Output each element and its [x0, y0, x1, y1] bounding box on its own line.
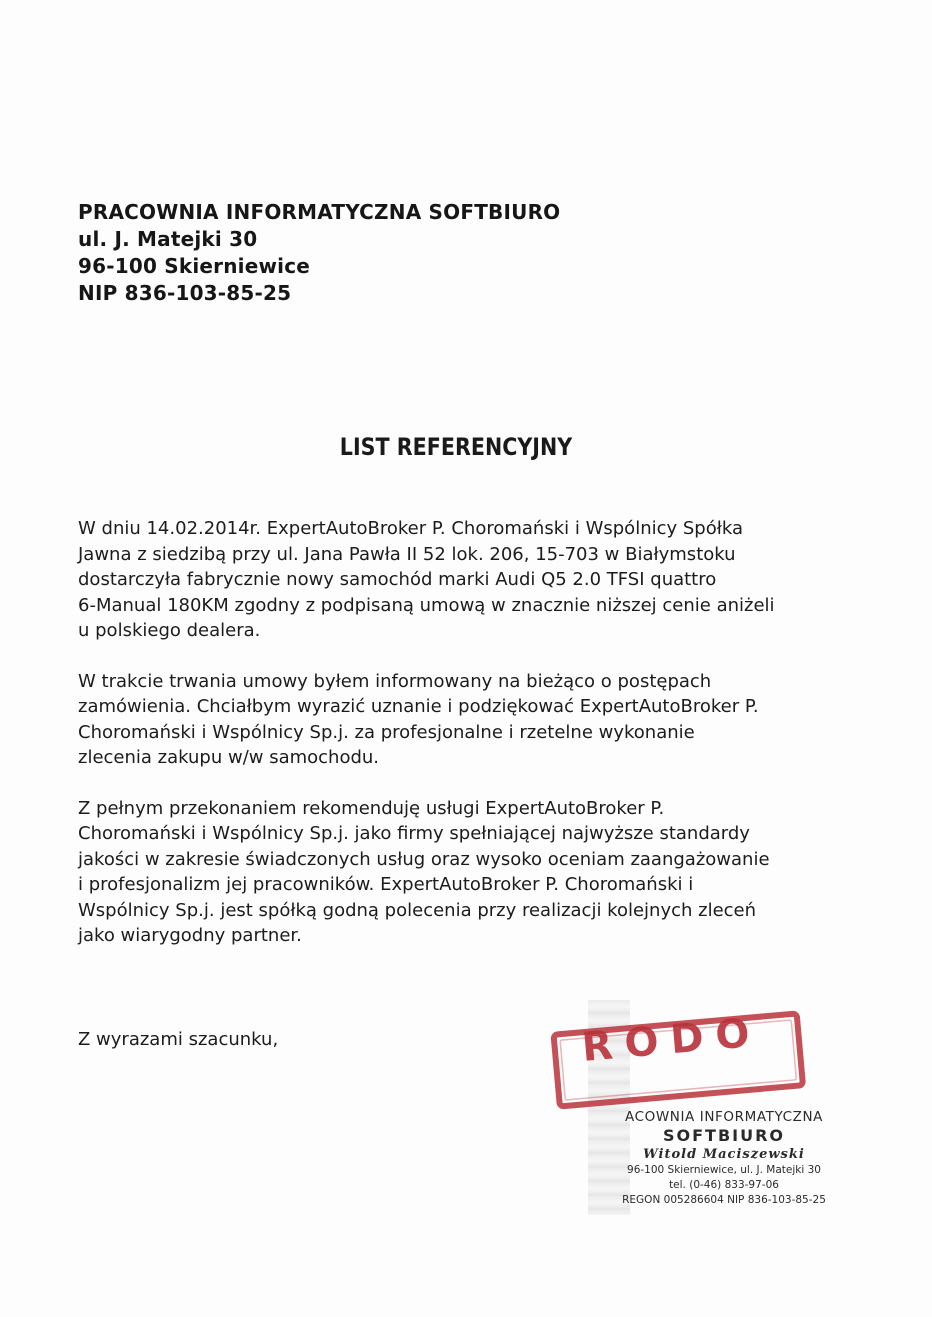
sender-nip: NIP 836-103-85-25: [78, 281, 292, 305]
company-stamp-address: 96-100 Skierniewice, ul. J. Matejki 30: [627, 1164, 821, 1176]
paragraph-1: W dniu 14.02.2014r. ExpertAutoBroker P. Choromański i Wspólnicy Spółka Jawna z siedzibą przy ul. Jana Pawła II 52 lok. 206, 15-703 w Białymstoku dostarczyła fabrycznie nowy samochód marki Audi Q5 2.0 TFSI quattro 6-Manual 180KM zgodny z podpisaną umową w znacznie niższej cenie aniżeli u polskiego dealera.: [78, 518, 775, 641]
company-stamp-ids: REGON 005286604 NIP 836-103-85-25: [622, 1194, 826, 1206]
paragraph-3: Z pełnym przekonaniem rekomenduję usługi ExpertAutoBroker P. Choromański i Wspólnicy Sp.j. jako firmy spełniającej najwyższe standardy jakości w zakresie świadczonych usług oraz wysoko oceniam zaangażowanie i profesjonalizm jej pracowników. ExpertAutoBroker P. Choromański i Wspólnicy Sp.j. jest spółką godną polecenia przy realizacji kolejnych zleceń jako wiarygodny partner.: [78, 797, 770, 946]
sender-address-block: [78, 199, 560, 307]
company-stamp: [604, 1108, 844, 1208]
rodo-stamp-label: RODO: [579, 1009, 764, 1071]
sender-name: PRACOWNIA INFORMATYCZNA SOFTBIURO: [78, 200, 561, 224]
paragraph-2: W trakcie trwania umowy byłem informowany na bieżąco o postępach zamówienia. Chciałbym wyrazić uznanie i podziękować ExpertAutoBroker P. Choromański i Wspólnicy Sp.j. za profesjonalne i rzetelne wykonanie zlecenia zakupu w/w samochodu.: [78, 670, 759, 768]
document-title: LIST REFERENCYJNY: [339, 433, 573, 461]
sender-city: 96-100 Skierniewice: [78, 254, 311, 278]
sender-street: ul. J. Matejki 30: [78, 227, 258, 251]
company-stamp-brand: SOFTBIURO: [662, 1126, 786, 1145]
closing-salutation: Z wyrazami szacunku,: [78, 1029, 279, 1050]
company-stamp-person: Witold Maciszewski: [643, 1147, 805, 1162]
company-stamp-phone: tel. (0-46) 833-97-06: [669, 1179, 779, 1191]
letter-body: [78, 516, 848, 974]
company-stamp-name: ACOWNIA INFORMATYCZNA: [624, 1109, 824, 1125]
